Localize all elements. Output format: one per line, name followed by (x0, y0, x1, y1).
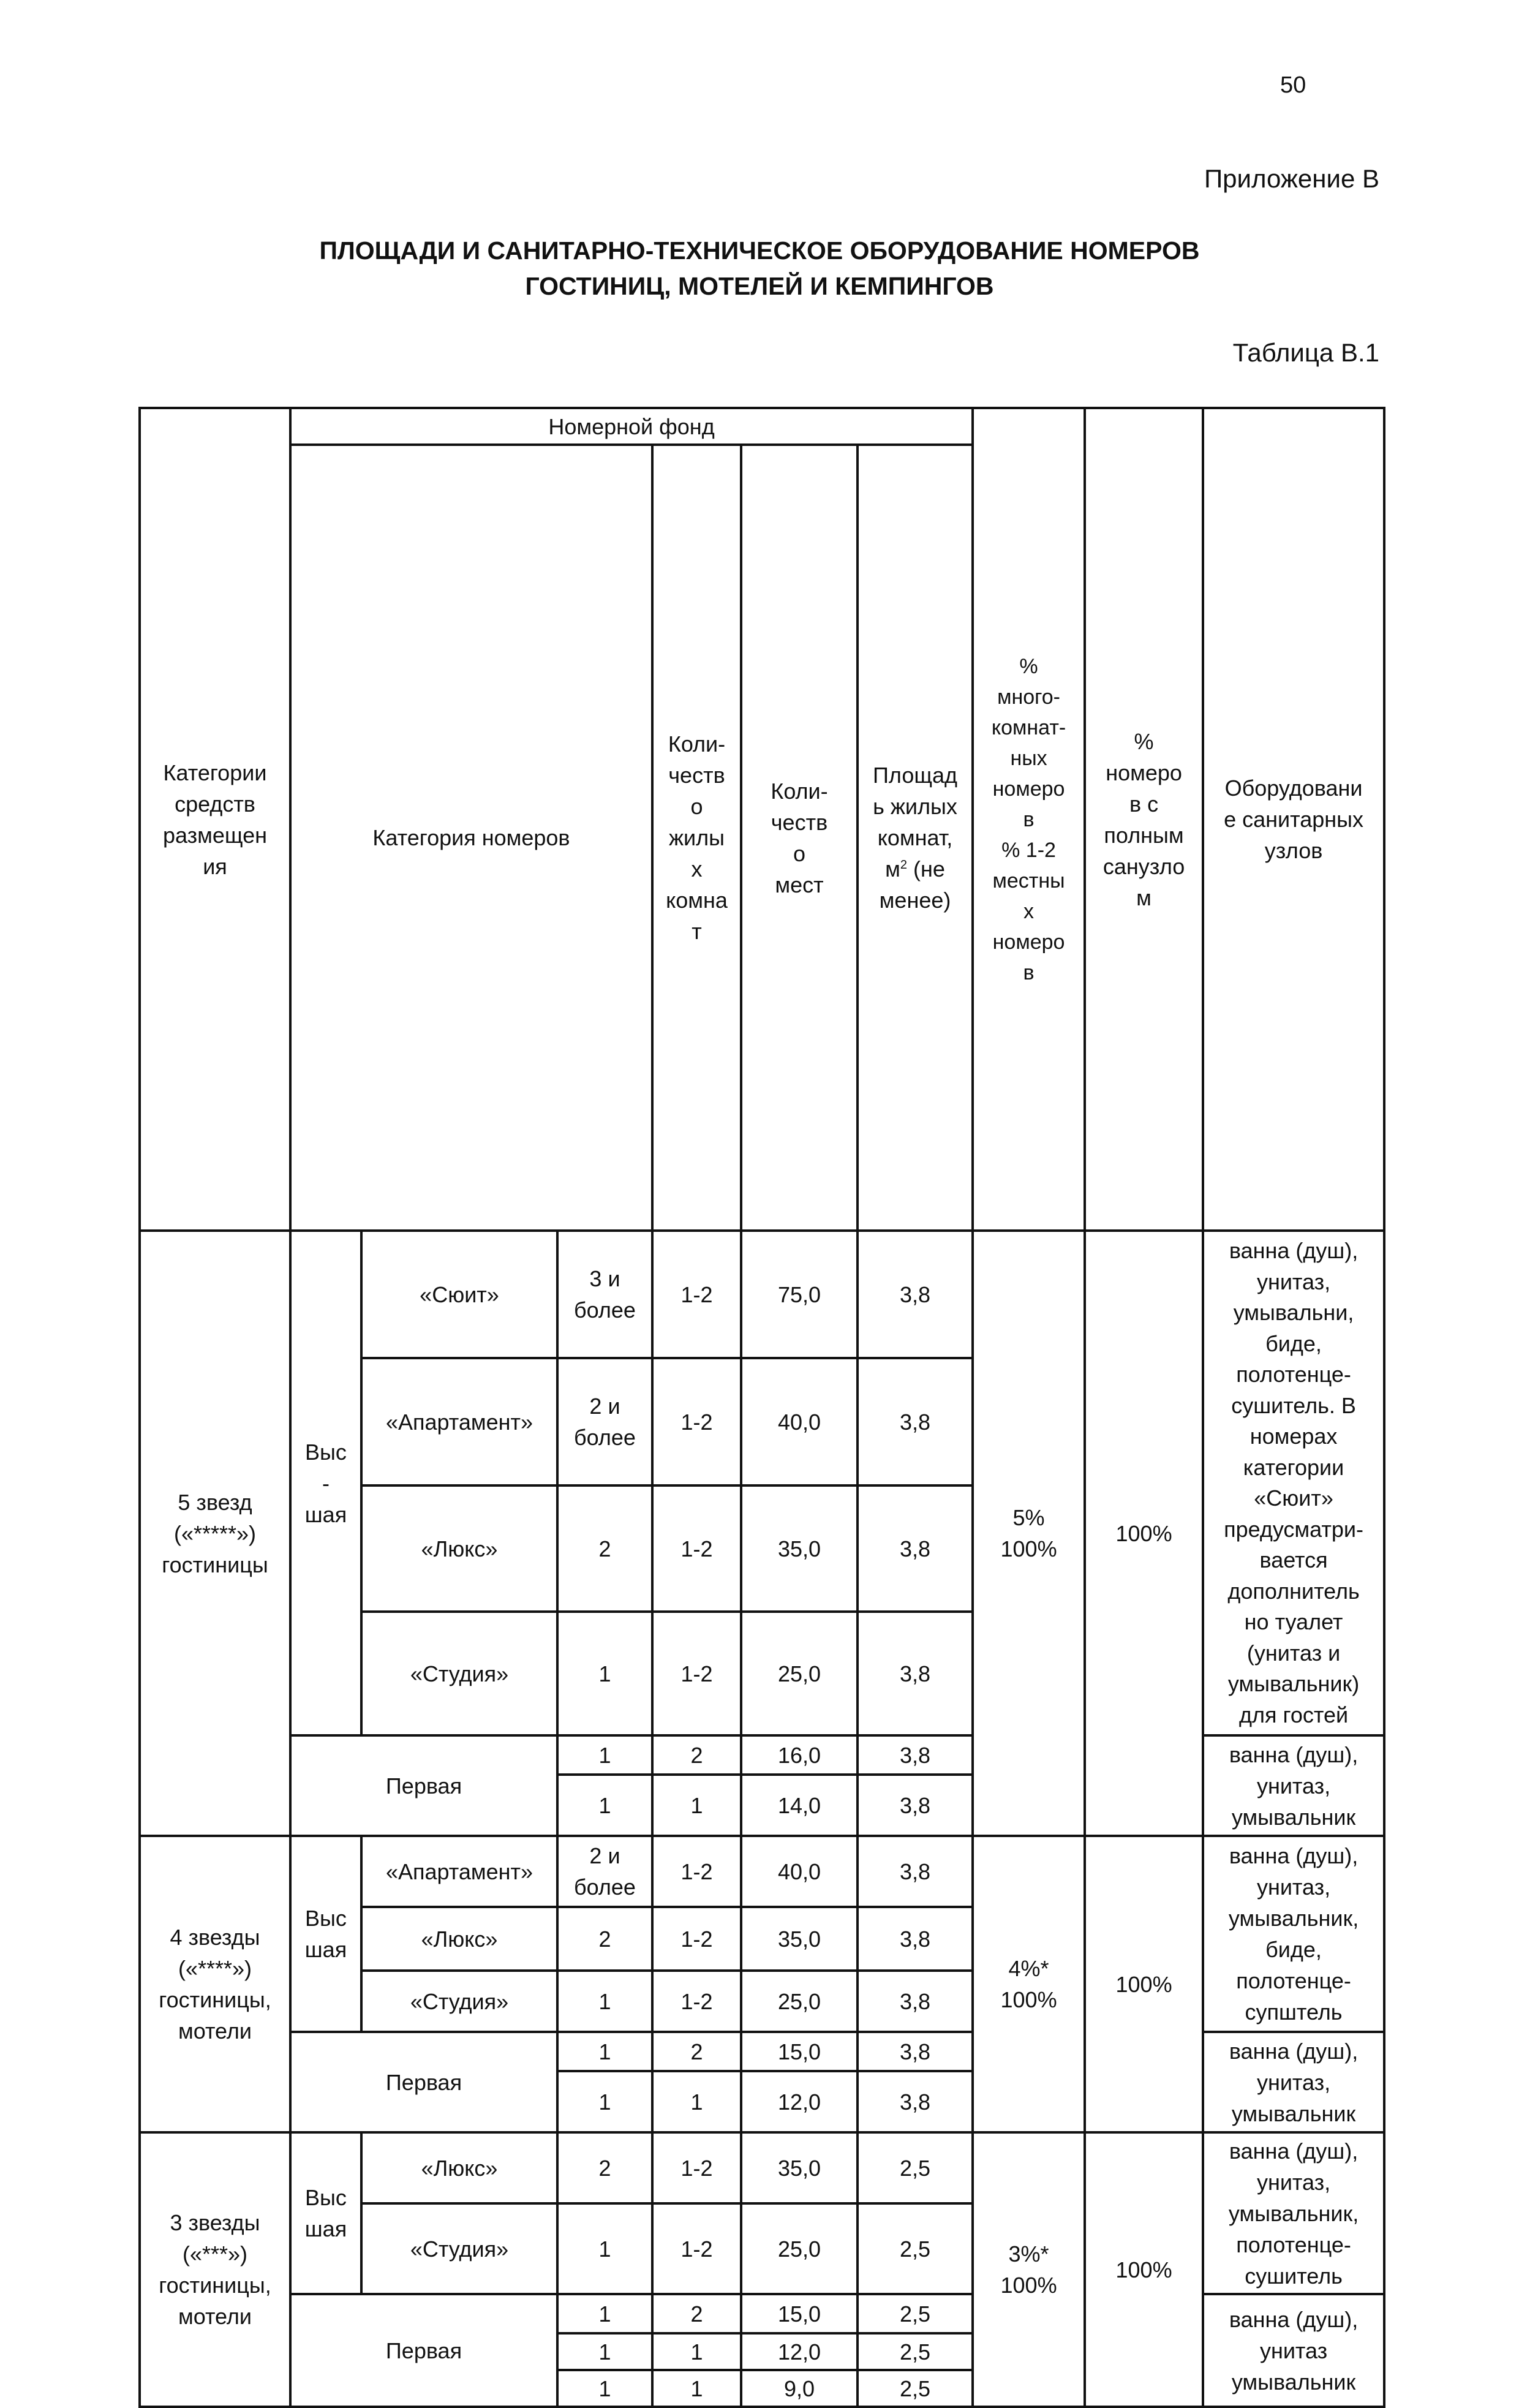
bath-value: 2,5 (858, 2132, 973, 2203)
rooms-value: 2 (557, 2132, 652, 2203)
header-places-count: Коли- честв о мест (741, 445, 858, 1231)
area-value: 15,0 (741, 2032, 858, 2071)
area-value: 14,0 (741, 1775, 858, 1836)
places-value: 1-2 (652, 1231, 741, 1358)
full-bath-pct: 100% (1085, 1836, 1203, 2132)
multi-room-pct: 4%* 100% (973, 1836, 1085, 2132)
header-room-fund: Номерной фонд (290, 408, 973, 445)
places-value: 2 (652, 1735, 741, 1775)
rooms-value: 1 (557, 2370, 652, 2407)
places-value: 1-2 (652, 1358, 741, 1485)
first-label: Первая (290, 2032, 557, 2132)
equipment-higher: ванна (душ), унитаз, умывальни, биде, полотенце- сушитель. В номерах категории «Сюит» предусматри- вается дополнитель но туалет (унитаз и умывальник) для гостей (1203, 1231, 1384, 1735)
places-value: 1-2 (652, 1971, 741, 2032)
bath-value: 3,8 (858, 2032, 973, 2071)
header-living-area: Площад ь жилых комнат, $м^2$ (не менее) (858, 445, 973, 1231)
full-bath-pct: 100% (1085, 2132, 1203, 2407)
header-equipment: Оборудовани е санитарных узлов (1203, 408, 1384, 1231)
room-name: «Студия» (361, 1612, 557, 1735)
bath-value: 2,5 (858, 2370, 973, 2407)
header-rooms-count: Коли- честв о жилы х комна т (652, 445, 741, 1231)
room-name: «Люкс» (361, 1485, 557, 1612)
rooms-value: 1 (557, 1971, 652, 2032)
full-bath-pct: 100% (1085, 1231, 1203, 1836)
rooms-value: 2 (557, 1907, 652, 1971)
room-name: «Апартамент» (361, 1836, 557, 1907)
page-number: 50 (1280, 72, 1306, 98)
places-value: 1-2 (652, 1485, 741, 1612)
rooms-value: 2 (557, 1485, 652, 1612)
bath-value: 3,8 (858, 1907, 973, 1971)
higher-label: Выс шая (290, 1836, 361, 2032)
room-name: «Студия» (361, 1971, 557, 2032)
area-value: 40,0 (741, 1358, 858, 1485)
area-value: 35,0 (741, 2132, 858, 2203)
room-name: «Апартамент» (361, 1358, 557, 1485)
area-value: 12,0 (741, 2333, 858, 2370)
rooms-value: 2 и более (557, 1358, 652, 1485)
area-value: 9,0 (741, 2370, 858, 2407)
table-row (140, 1836, 1384, 1907)
places-value: 1 (652, 2333, 741, 2370)
equipment-first: ванна (душ), унитаз умывальник (1203, 2294, 1384, 2407)
area-value: 25,0 (741, 2203, 858, 2294)
rooms-value: 1 (557, 2294, 652, 2333)
rooms-table (138, 407, 1385, 2408)
places-value: 1-2 (652, 1907, 741, 1971)
places-value: 1-2 (652, 1612, 741, 1735)
equipment-first: ванна (душ), унитаз, умывальник (1203, 2032, 1384, 2132)
document-title (0, 233, 1519, 304)
bath-value: 3,8 (858, 1485, 973, 1612)
higher-label: Выс шая (290, 2132, 361, 2294)
area-value: 75,0 (741, 1231, 858, 1358)
category-4-stars: 4 звезды («****») гостиницы, мотели (140, 1836, 290, 2132)
header-category: Категории средств размещен ия (140, 408, 290, 1231)
bath-value: 2,5 (858, 2203, 973, 2294)
table-row (140, 1231, 1384, 1358)
area-value: 16,0 (741, 1735, 858, 1775)
bath-value: 3,8 (858, 1612, 973, 1735)
bath-value: 3,8 (858, 2071, 973, 2132)
title-line-2: ГОСТИНИЦ, МОТЕЛЕЙ И КЕМПИНГОВ (525, 272, 994, 300)
bath-value: 3,8 (858, 1358, 973, 1485)
room-name: «Студия» (361, 2203, 557, 2294)
appendix-label: Приложение В (1204, 164, 1379, 193)
rooms-value: 2 и более (557, 1836, 652, 1907)
area-value: 25,0 (741, 1612, 858, 1735)
table-row (140, 2132, 1384, 2203)
area-value: 25,0 (741, 1971, 858, 2032)
multi-room-pct: 5% 100% (973, 1231, 1085, 1836)
area-value: 40,0 (741, 1836, 858, 1907)
bath-value: 3,8 (858, 1971, 973, 2032)
bath-value: 3,8 (858, 1735, 973, 1775)
title-line-1: ПЛОЩАДИ И САНИТАРНО-ТЕХНИЧЕСКОЕ ОБОРУДОВАНИЕ НОМЕРОВ (319, 236, 1200, 265)
higher-label: Выс - шая (290, 1231, 361, 1735)
area-value: 15,0 (741, 2294, 858, 2333)
area-value: 35,0 (741, 1485, 858, 1612)
places-value: 2 (652, 2032, 741, 2071)
equipment-first: ванна (душ), унитаз, умывальник (1203, 1735, 1384, 1836)
header-full-bath-pct: % номеро в с полным санузло м (1085, 408, 1203, 1231)
rooms-value: 3 и более (557, 1231, 652, 1358)
places-value: 1 (652, 1775, 741, 1836)
bath-value: 2,5 (858, 2333, 973, 2370)
equipment-higher: ванна (душ), унитаз, умывальник, биде, полотенце- супштель (1203, 1836, 1384, 2032)
room-name: «Сюит» (361, 1231, 557, 1358)
equipment-higher: ванна (душ), унитаз, умывальник, полотенце- сушитель (1203, 2132, 1384, 2294)
places-value: 1 (652, 2071, 741, 2132)
rooms-value: 1 (557, 1735, 652, 1775)
room-name: «Люкс» (361, 1907, 557, 1971)
rooms-value: 1 (557, 2203, 652, 2294)
table-caption: Таблица В.1 (1232, 338, 1379, 367)
bath-value: 3,8 (858, 1775, 973, 1836)
first-label: Первая (290, 2294, 557, 2407)
header-multi-room-pct: % много- комнат- ных номеро в % 1-2 местны х номеро в (973, 408, 1085, 1231)
room-name: «Люкс» (361, 2132, 557, 2203)
bath-value: 3,8 (858, 1836, 973, 1907)
places-value: 1-2 (652, 2203, 741, 2294)
header-room-category: Категория номеров (290, 445, 652, 1231)
category-3-stars: 3 звезды («***») гостиницы, мотели (140, 2132, 290, 2407)
rooms-value: 1 (557, 2071, 652, 2132)
bath-value: 3,8 (858, 1231, 973, 1358)
places-value: 1 (652, 2370, 741, 2407)
rooms-value: 1 (557, 2333, 652, 2370)
area-value: 35,0 (741, 1907, 858, 1971)
bath-value: 2,5 (858, 2294, 973, 2333)
places-value: 2 (652, 2294, 741, 2333)
category-5-stars: 5 звезд («*****») гостиницы (140, 1231, 290, 1836)
rooms-value: 1 (557, 1775, 652, 1836)
rooms-value: 1 (557, 2032, 652, 2071)
multi-room-pct: 3%* 100% (973, 2132, 1085, 2407)
rooms-value: 1 (557, 1612, 652, 1735)
area-value: 12,0 (741, 2071, 858, 2132)
first-label: Первая (290, 1735, 557, 1836)
places-value: 1-2 (652, 1836, 741, 1907)
places-value: 1-2 (652, 2132, 741, 2203)
